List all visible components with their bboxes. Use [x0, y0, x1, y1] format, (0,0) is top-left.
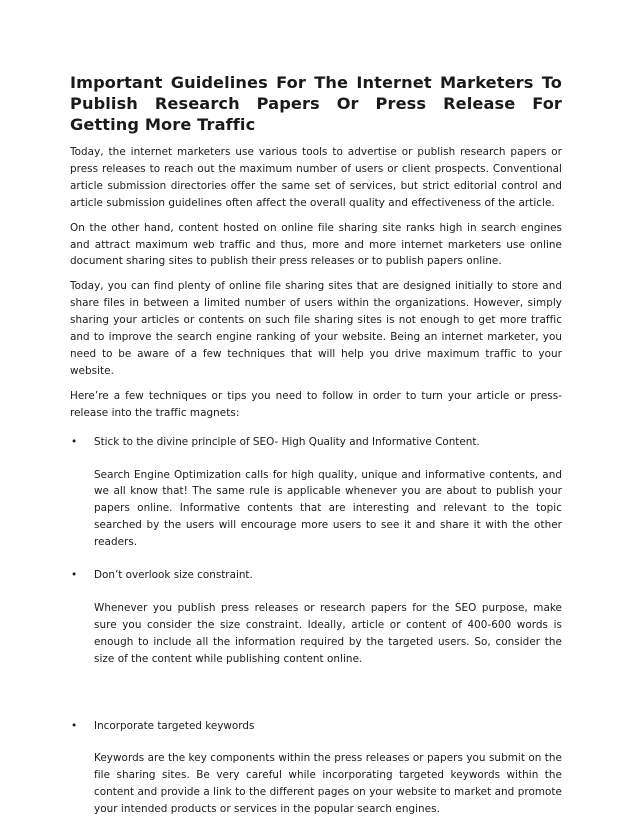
- tip-2-body: Whenever you publish press releases or research papers for the SEO purpose, make sure you consider the size constraint. Ideally, article or content of 400-600 words is enough to include all the information required by the targeted users. So, consider the size of the content while publishing content online.: [94, 601, 562, 665]
- body-paragraph-4: Here’re a few techniques or tips you need to follow in order to turn your article or press-release into the traffic magnets:: [70, 389, 562, 419]
- tip-1-body: Search Engine Optimization calls for high quality, unique and informative contents, and we all know that! The same rule is applicable whenever you are about to publish your papers online. Informative contents that are interesting and relevant to the topic searched by the users will encourage more users to see it and share it with the other readers.: [94, 468, 562, 549]
- bullet-icon: •: [71, 719, 78, 732]
- bullet-icon: •: [71, 569, 78, 582]
- tip-heading-text: Incorporate targeted keywords: [94, 719, 255, 732]
- spacer: [70, 682, 562, 704]
- tip-3-heading: [70, 718, 562, 735]
- body-paragraph-2: On the other hand, content hosted on online file sharing site ranks high in search engines and attract maximum web traffic and thus, more and more internet marketers use online document sharing sites to publish their press releases or to publish papers online.: [70, 221, 562, 268]
- tip-heading-text: Don’t overlook size constraint.: [94, 569, 253, 582]
- document-page: [70, 72, 562, 832]
- document-title: Important Guidelines For The Internet Marketers To Publish Research Papers Or Press Release For Getting More Traffic: [70, 73, 562, 134]
- tip-2-heading: [70, 567, 562, 584]
- tip-1-heading: [70, 434, 562, 451]
- intro-paragraph: Today, the internet marketers use various tools to advertise or publish research papers or press releases to reach out the maximum number of users or client prospects. Conventional article submission directories offer the same set of services, but strict editorial control and article submission guidelines often affect the overall quality and effectiveness of the article.: [70, 146, 562, 209]
- tip-heading-text: Stick to the divine principle of SEO- High Quality and Informative Content.: [94, 435, 480, 448]
- body-paragraph-3: Today, you can find plenty of online file sharing sites that are designed initially to store and share files in between a limited number of users within the organizations. However, simply sharing your articles or contents on such file sharing sites is not enough to get more traffic and to improve the search engine ranking of your website. Being an internet marketer, you need to be aware of a few techniques that will help you drive maximum traffic to your website.: [70, 280, 562, 377]
- bullet-icon: •: [71, 435, 78, 448]
- tip-3-body: Keywords are the key components within the press releases or papers you submit on the file sharing sites. Be very careful while incorporating targeted keywords within the content and provide a link to the different pages on your website to market and promote your intended products or services in the popular search engines.: [94, 752, 562, 816]
